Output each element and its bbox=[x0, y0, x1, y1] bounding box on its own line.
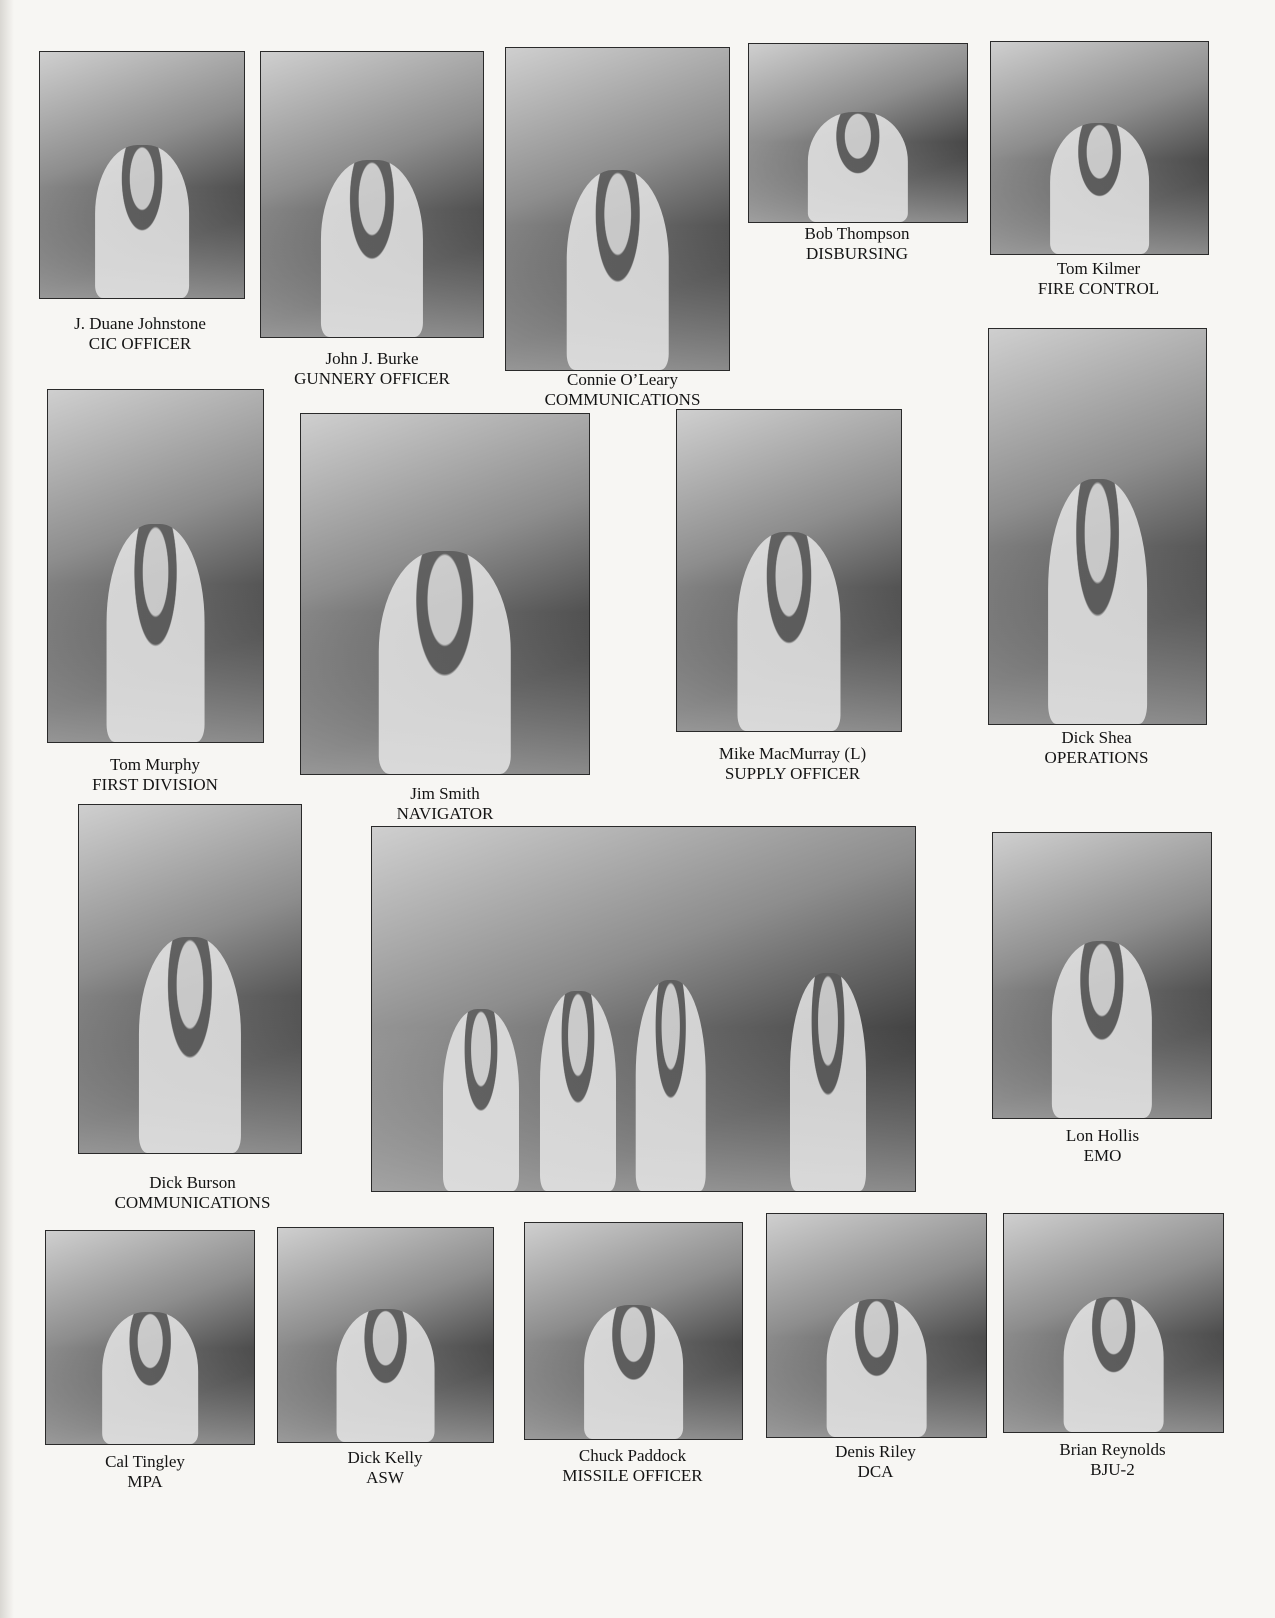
photo-shea bbox=[988, 328, 1207, 725]
photo-thompson bbox=[748, 43, 968, 223]
caption-name: Jim Smith bbox=[410, 784, 480, 803]
caption-name: John J. Burke bbox=[325, 349, 419, 368]
caption-role: OPERATIONS bbox=[1044, 748, 1149, 767]
caption-johnstone bbox=[30, 314, 250, 354]
caption-murphy bbox=[50, 755, 260, 795]
caption-role: MPA bbox=[127, 1472, 163, 1491]
photo-burson bbox=[78, 804, 302, 1154]
caption-name: Bob Thompson bbox=[804, 224, 910, 243]
caption-name: Denis Riley bbox=[835, 1442, 916, 1461]
caption-role: DCA bbox=[857, 1462, 894, 1481]
caption-tingley bbox=[45, 1452, 245, 1492]
caption-role: NAVIGATOR bbox=[396, 804, 494, 823]
caption-role: FIRE CONTROL bbox=[1037, 279, 1160, 298]
caption-name: Connie O’Leary bbox=[567, 370, 678, 389]
caption-role: COMMUNICATIONS bbox=[114, 1193, 271, 1212]
photo-burke bbox=[260, 51, 484, 338]
caption-name: Dick Kelly bbox=[347, 1448, 423, 1467]
caption-name: J. Duane Johnstone bbox=[74, 314, 206, 333]
caption-paddock bbox=[520, 1446, 745, 1486]
caption-role: GUNNERY OFFICER bbox=[294, 369, 450, 388]
photo-murphy bbox=[47, 389, 264, 743]
caption-name: Brian Reynolds bbox=[1059, 1440, 1166, 1459]
caption-role: DISBURSING bbox=[805, 244, 909, 263]
caption-name: Cal Tingley bbox=[105, 1452, 185, 1471]
caption-kelly bbox=[280, 1448, 490, 1488]
photo-reynolds bbox=[1003, 1213, 1224, 1433]
caption-role: MISSILE OFFICER bbox=[562, 1466, 703, 1485]
photo-tingley bbox=[45, 1230, 255, 1445]
caption-burson bbox=[80, 1173, 305, 1213]
caption-name: Tom Murphy bbox=[110, 755, 200, 774]
caption-role: BJU-2 bbox=[1090, 1460, 1135, 1479]
caption-name: Dick Burson bbox=[149, 1173, 236, 1192]
caption-shea bbox=[988, 728, 1205, 768]
photo-hollis bbox=[992, 832, 1212, 1119]
caption-hollis bbox=[995, 1126, 1210, 1166]
caption-oleary bbox=[505, 370, 740, 410]
photo-kelly bbox=[277, 1227, 494, 1443]
photo-macmurray bbox=[676, 409, 902, 732]
photo-johnstone bbox=[39, 51, 245, 299]
caption-macmurray bbox=[680, 744, 905, 784]
caption-role: SUPPLY OFFICER bbox=[724, 764, 861, 783]
caption-role: CIC OFFICER bbox=[88, 334, 192, 353]
caption-role: ASW bbox=[366, 1468, 404, 1487]
caption-kilmer bbox=[990, 259, 1207, 299]
caption-role: COMMUNICATIONS bbox=[544, 390, 701, 409]
page-edge bbox=[0, 0, 14, 1618]
photo-smith bbox=[300, 413, 590, 775]
photo-paddock bbox=[524, 1222, 743, 1440]
caption-name: Mike MacMurray (L) bbox=[718, 744, 867, 763]
caption-thompson bbox=[748, 224, 966, 264]
caption-role: FIRST DIVISION bbox=[92, 775, 218, 794]
caption-name: Dick Shea bbox=[1061, 728, 1132, 747]
caption-name: Lon Hollis bbox=[1065, 1126, 1140, 1145]
caption-name: Tom Kilmer bbox=[1056, 259, 1141, 278]
photo-riley bbox=[766, 1213, 987, 1438]
caption-burke bbox=[262, 349, 482, 389]
caption-riley bbox=[766, 1442, 985, 1482]
caption-reynolds bbox=[1003, 1440, 1222, 1480]
caption-smith bbox=[335, 784, 555, 824]
caption-role: EMO bbox=[1083, 1146, 1122, 1165]
photo-wardroom-group bbox=[371, 826, 916, 1192]
photo-oleary bbox=[505, 47, 730, 371]
caption-name: Chuck Paddock bbox=[578, 1446, 687, 1465]
photo-kilmer bbox=[990, 41, 1209, 255]
